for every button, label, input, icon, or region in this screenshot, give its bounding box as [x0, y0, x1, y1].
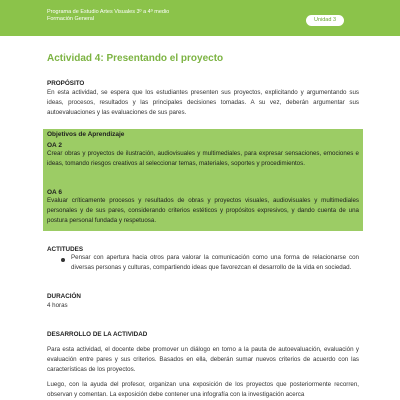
unit-badge: Unidad 3 — [306, 15, 344, 26]
desarrollo-heading: DESARROLLO DE LA ACTIVIDAD — [47, 331, 148, 338]
oa2-label: OA 2 — [47, 142, 62, 149]
desarrollo-paragraph-1: Para esta actividad, el docente debe promover un diálogo en torno a la pauta de autoevaluación, evaluación y evaluación entre pares y sus criterios. Basados en ella, deberán sumar nuevos criterios de acuerdo con las características de los proyectos. — [47, 346, 359, 373]
activity-title: Actividad 4: Presentando el proyecto — [47, 53, 224, 64]
actitudes-item: Pensar con apertura hacia otros para valorar la comunicación como una forma de relacionarse con diversas personas y culturas, compartiendo ideas que favorezcan el desarrollo de la vida en sociedad. — [71, 254, 359, 271]
duracion-value: 4 horas — [47, 302, 68, 309]
program-title-line1: Programa de Estudio Artes Visuales 3º a 4º medio — [47, 9, 170, 15]
bullet-icon — [61, 258, 65, 262]
proposito-text: En esta actividad, se espera que los estudiantes presenten sus proyectos, explicitando y argumentando sus ideas, procesos, resultados y las principales decisiones tomadas. A su vez, deberán argumentar sus autoevaluaciones y las evaluaciones de sus pares. — [47, 89, 359, 116]
duracion-heading: DURACIÓN — [47, 293, 81, 300]
actitudes-heading: ACTITUDES — [47, 246, 84, 253]
oa2-text: Crear obras y proyectos de ilustración, audiovisuales y multimediales, para expresar sensaciones, emociones e ideas, tomando riesgos creativos al seleccionar temas, materiales, soportes y procedimientos. — [47, 150, 359, 167]
header-bar — [0, 0, 400, 36]
oa6-label: OA 6 — [47, 189, 62, 196]
desarrollo-paragraph-2: Luego, con la ayuda del profesor, organizan una exposición de los proyectos que posteriormente recorren, observan y comentan. La exposición debe contener una infografía con la investigación acerca — [47, 381, 359, 398]
program-title-line2: Formación General — [47, 16, 95, 22]
objetivos-heading: Objetivos de Aprendizaje — [47, 131, 125, 138]
program-title — [47, 9, 169, 23]
proposito-heading: PROPÓSITO — [47, 80, 85, 87]
oa6-text: Evaluar críticamente procesos y resultados de obras y proyectos visuales, audiovisuales y multimediales personales y de sus pares, considerando criterios estéticos y propósitos expresivos, y dando cuenta de una postura personal fundada y respetuosa. — [47, 197, 359, 224]
